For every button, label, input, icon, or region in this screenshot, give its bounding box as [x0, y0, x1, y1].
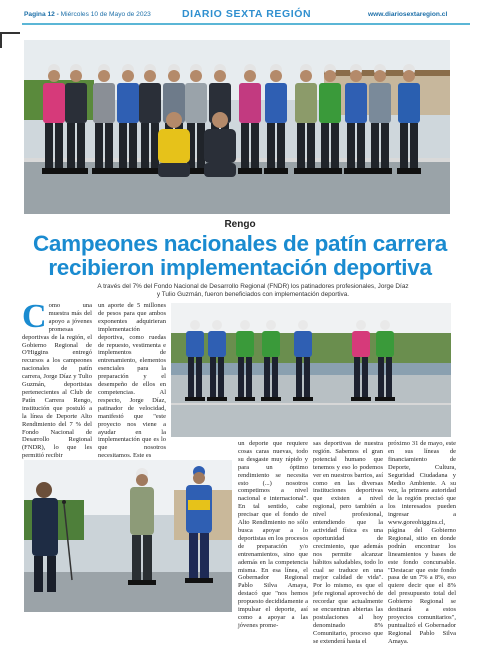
- article-column-4: [313, 440, 383, 645]
- crop-mark: [0, 32, 20, 48]
- article-column-2: [98, 302, 166, 460]
- column-2-text: un aporte de 5 millones de pesos para que ambos exponentes adquirieran implementación deportiva, como ruedas de repuesto, vestimenta e implementos de entrenamiento, elementos esenciales para la preparación y el desempeño de ellos en competencias. Al respecto, Jorge Díaz, patinador de velocidad, manifestó que "este proyecto nos viene a ayudar en la implementación que es lo que nosotros necesitamos. Este es: [98, 302, 166, 460]
- newspaper-brand: DIARIO SEXTA REGIÓN: [182, 8, 312, 20]
- page-header: [0, 0, 480, 38]
- article-headline: Campeones nacionales de patín carrera recibieron implementación deportiva: [32, 231, 448, 280]
- column-1-text: omo una muestra más del apoyo a jóvenes promesas deportivas de la región, el Gobierno Regional de O'Higgins entregó recursos a los campeones nacionales de patín carrera, Jorge Díaz y Tulio Guzmán, deportistas pertenecientes al Club de Patín Carrera Rengo, institución que postuló a la línea de Deporte Alto Rendimiento del 7 % del Fondo Nacional de Desarrollo Regional (FNDR), lo que les permitió recibir: [22, 302, 92, 460]
- article-kicker: Rengo: [224, 219, 256, 230]
- subhead-line-1: A través del 7% del Fondo Nacional de Desarrollo Regional (FNDR) los patinadores profesionales, Jorge Díaz: [97, 283, 409, 290]
- issue-date: Miércoles 10 de Mayo de 2023: [60, 11, 151, 18]
- column-4-text: sas deportivas de nuestra región. Sabemos el gran potencial humano que tenemos y eso lo podemos ver en nuestros barrios, así como en las diversas instituciones deportivas que existen a nivel regional, pero también a nivel profesional, entendiendo que la actividad física es una oportunidad de crecimiento, que además nos permite alcanzar hábitos saludables, todo lo cual se traduce en una mejor calidad de vida". Por lo mismo, es que el jefe regional aprovechó de recordar que actualmente se encuentran abiertas las postulaciones al hoy denominado 8% Comunitario, proceso que se extenderá hasta el: [313, 440, 383, 645]
- article-column-5: [388, 440, 456, 645]
- article-column-3: [238, 440, 308, 630]
- subhead-line-2: y Tulio Guzmán, fueron beneficiados con implementación deportiva.: [156, 291, 350, 298]
- header-rule: [22, 23, 470, 25]
- article-subhead: [88, 283, 418, 299]
- newspaper-url[interactable]: www.diariosextaregion.cl: [368, 11, 448, 18]
- column-5-text: próximo 31 de mayo, este en sus líneas de financiamiento de Deporte, Cultura, Seguridad Ciudadana y Medio Ambiente. A su vez, la primera autoridad de la región precisó que los interesados pueden ingresar a www.goreohiggins.cl, página del Gobierno Regional, sitio en donde podrán encontrar los lineamientos y bases de este fondo concursable. "Destacar que este fondo pasa de un 7% a 8%, eso quiere decir que el 8% del presupuesto total del Gobierno Regional se destinará a estos proyectos comunitarios", puntualizó el Gobernador Regional Pablo Silva Amaya.: [388, 440, 456, 645]
- column-3-text: un deporte que requiere cosas caras nuevas, todo su desgaste muy rápido y para un óptimo rendimiento se necesita esto (...) nosotros competimos a nivel nacional e internacional". En tal sentido, cabe precisar que el fondo de Alto Rendimiento no sólo busca apoyar a lo deportistas en los procesos de preparación y/o entrenamientos, sino que además en la competencia misma. En esa línea, el Gobernador Regional Pablo Silva Amaya, destacó que "nos hemos propuesto decididamente a impulsar el deporte, así como a apoyar a las jóvenes prome-: [238, 440, 308, 629]
- officials-photo: [24, 460, 232, 612]
- skaters-photo: [171, 303, 451, 437]
- page-number: Pagina 12 - Miércoles 10 de Mayo de 2023: [24, 11, 151, 18]
- article-column-1: [22, 298, 92, 460]
- drop-cap: C: [22, 298, 47, 335]
- group-photo: [24, 40, 450, 214]
